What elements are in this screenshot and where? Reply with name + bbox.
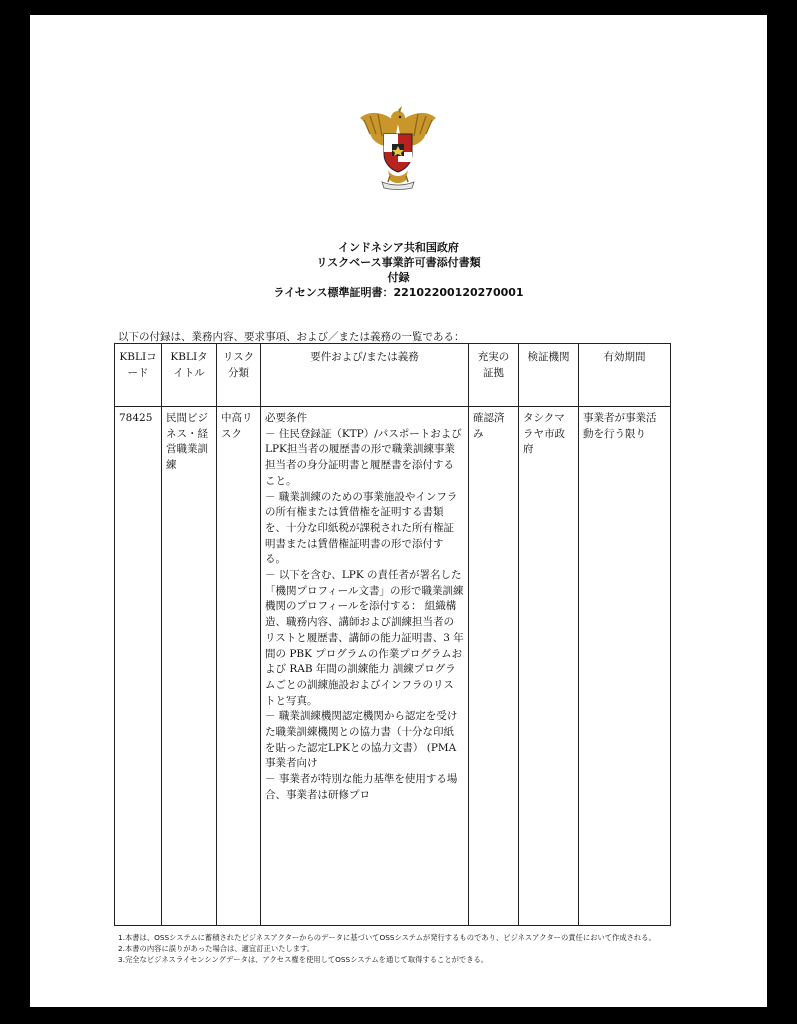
requirement-line: － 住民登録証（KTP）/パスポートおよびLPK担当者の履歴書の形で職業訓練事業担当者の身分証明書と履歴書を添付すること。 — [265, 427, 462, 487]
cell-risk-class: 中高リスク — [217, 407, 261, 926]
footer-note: 1.本書は、OSSシステムに蓄積されたビジネスアクターからのデータに基づいてOSSシステムが発行するものであり、ビジネスアクターの責任において作成される。 — [118, 933, 656, 942]
requirement-line: － 職業訓練機関認定機関から認定を受けた職業訓練機関との協力書（十分な印紙を貼った認定LPKとの協力文書） (PMA事業者向け — [265, 710, 458, 770]
header-evidence: 充実の証拠 — [469, 344, 519, 407]
footer-note: 3.完全なビジネスライセンシングデータは、アクセス権を使用してOSSシステムを通じて取得することができる。 — [118, 955, 489, 964]
cell-verifier: タシクマラヤ市政府 — [519, 407, 579, 926]
table-row — [115, 407, 671, 926]
header-kbli-code: KBLIコード — [115, 344, 162, 407]
requirement-line: － 以下を含む、LPK の責任者が署名した「機関プロフィール文書」の形で職業訓練機関のプロフィールを添付する： 組織構造、職務内容、講師および訓練担当者のリストと履歴書、講師の能力証明書、3 年間の PBK プログラムの作業プログラムおよび RAB 年間の訓練能力 訓練プログラムごとの訓練施設およびインフラのリストと写真。 — [265, 569, 464, 707]
header-risk-class: リスク分類 — [217, 344, 261, 407]
header-requirements: 要件および/または義務 — [261, 344, 469, 407]
garuda-emblem-icon — [358, 104, 438, 190]
heading-government: インドネシア共和国政府 — [338, 241, 459, 254]
header-verifier: 検証機関 — [519, 344, 579, 407]
table-header-row — [115, 344, 671, 407]
intro-text: 以下の付録は、業務内容、要求事項、および／または義務の一覧である： — [118, 331, 465, 343]
footer-notes — [118, 932, 678, 965]
requirement-line: － 事業者が特別な能力基準を使用する場合、事業者は研修プロ — [265, 773, 458, 801]
heading-appendix: 付録 — [387, 271, 410, 284]
heading-attachment-title: リスクベース事業許可書添付書類 — [316, 256, 481, 269]
requirement-line: － 職業訓練のための事業施設やインフラの所有権または賃借権を証明する書類を、十分な印紙税が課税された所有権証明書または賃借権証明書の形で添付する。 — [265, 490, 458, 566]
document-heading — [0, 240, 797, 300]
header-kbli-title: KBLIタイトル — [162, 344, 217, 407]
requirements-table — [114, 343, 671, 926]
header-validity: 有効期間 — [579, 344, 671, 407]
cell-validity: 事業者が事業活動を行う限り — [579, 407, 671, 926]
cell-evidence: 確認済み — [469, 407, 519, 926]
cell-kbli-code: 78425 — [115, 407, 162, 926]
heading-license-number: ライセンス標準証明書：22102200120270001 — [273, 286, 524, 299]
cell-kbli-title: 民間ビジネス・経営職業訓練 — [162, 407, 217, 926]
requirement-line: 必要条件 — [265, 412, 307, 424]
cell-requirements — [261, 407, 469, 926]
footer-note: 2.本書の内容に誤りがあった場合は、適宜訂正いたします。 — [118, 944, 315, 953]
